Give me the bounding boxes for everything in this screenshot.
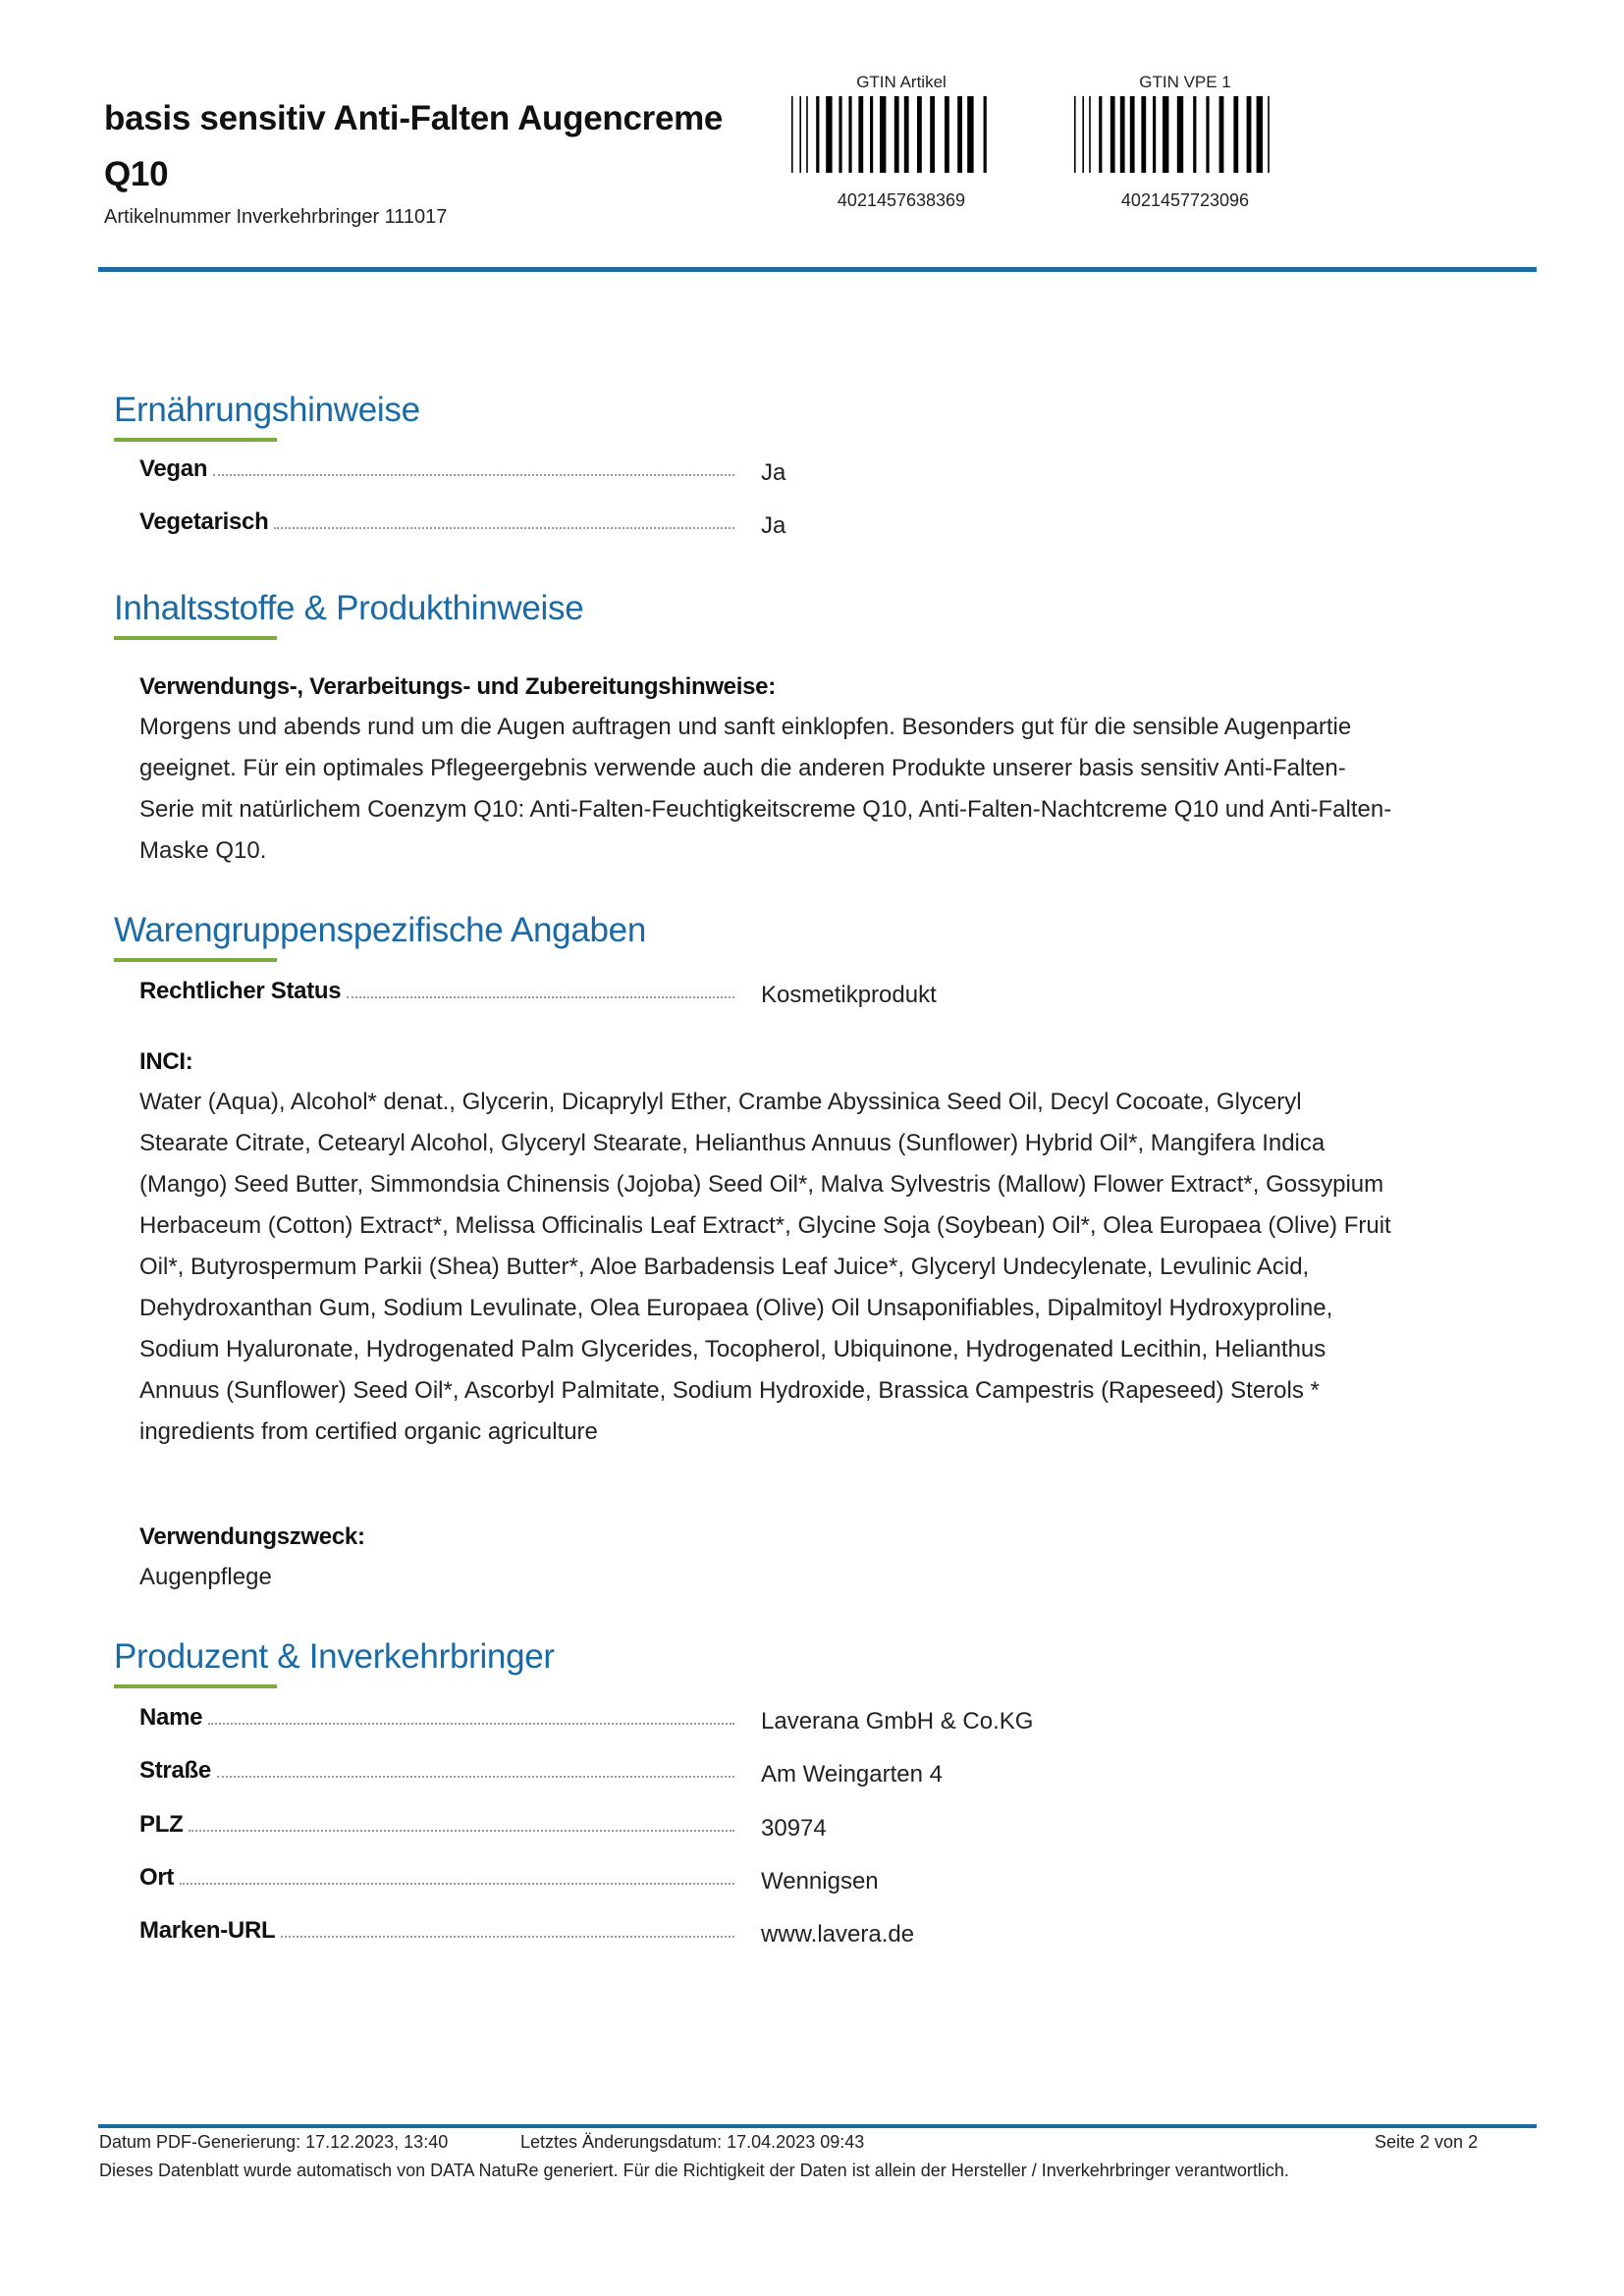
barcode-bar bbox=[1177, 96, 1183, 173]
field-value: Wennigsen bbox=[761, 1868, 879, 1895]
barcode-bar bbox=[1219, 96, 1224, 173]
field-label: Rechtlicher Status bbox=[139, 978, 342, 1004]
section-underline bbox=[114, 1684, 277, 1688]
footer-divider bbox=[98, 2124, 1537, 2128]
dot-leader bbox=[213, 474, 734, 476]
barcode-bar bbox=[1110, 96, 1115, 173]
barcode-bar bbox=[870, 96, 873, 173]
barcode-bar bbox=[894, 96, 899, 173]
barcode-bar bbox=[930, 96, 935, 173]
section-title-category: Warengruppenspezifische Angaben bbox=[114, 911, 647, 949]
barcode-bar bbox=[1074, 96, 1076, 173]
dot-leader bbox=[189, 1830, 734, 1832]
barcode-bar bbox=[1247, 96, 1252, 173]
barcode-bar bbox=[1257, 96, 1263, 173]
field-label: Marken-URL bbox=[139, 1917, 276, 1944]
inci-heading: INCI: bbox=[139, 1048, 193, 1075]
field-row-brand-url bbox=[139, 1917, 1219, 1956]
barcode-bar bbox=[1120, 96, 1125, 173]
footer-modified-date: Letztes Änderungsdatum: 17.04.2023 09:43 bbox=[520, 2132, 865, 2152]
barcode-number-article: 4021457638369 bbox=[837, 190, 966, 210]
field-value: Laverana GmbH & Co.KG bbox=[761, 1708, 1034, 1735]
barcode-bar bbox=[1233, 96, 1238, 173]
article-number: Artikelnummer Inverkehrbringer 111017 bbox=[104, 206, 448, 228]
field-value: Ja bbox=[761, 512, 786, 539]
barcode-bar bbox=[1099, 96, 1102, 173]
barcode-bar bbox=[799, 96, 801, 173]
barcode-bar bbox=[1268, 96, 1270, 173]
barcode-bar bbox=[945, 96, 949, 173]
dot-leader bbox=[274, 527, 734, 529]
field-label: Name bbox=[139, 1704, 203, 1731]
barcode-bar bbox=[984, 96, 987, 173]
barcode-bar bbox=[848, 96, 851, 173]
usage-text: Morgens und abends rund um die Augen auftragen und sanft einklopfen. Besonders gut für die sensible Augenpartie geeignet. Für ein optimales Pflegeergebnis verwende auch die anderen Produkte unserer basis sensitiv Anti-Falten-Serie mit natürlichem Coenzym Q10: Anti-Falten-Feuchtigkeitscreme Q10, Anti-Falten-Nachtcreme Q10 und Anti-Falten-Maske Q10. bbox=[139, 714, 1392, 864]
barcode-bar bbox=[1089, 96, 1091, 173]
dot-leader bbox=[180, 1883, 734, 1885]
barcode-bar bbox=[1082, 96, 1084, 173]
product-title: basis sensitiv Anti-Falten Augencreme Q10 bbox=[104, 99, 724, 193]
barcode-bar bbox=[839, 96, 841, 173]
barcode-bar bbox=[904, 96, 909, 173]
field-row-vegetarian bbox=[139, 508, 1219, 548]
purpose-text: Augenpflege bbox=[139, 1564, 272, 1590]
barcode-bar bbox=[806, 96, 808, 173]
field-value: 30974 bbox=[761, 1815, 827, 1842]
barcode-label-article: GTIN Artikel bbox=[856, 73, 947, 91]
footer-disclaimer: Dieses Datenblatt wurde automatisch von DATA NatuRe generiert. Für die Richtigkeit der Daten ist allein der Hersteller / Inverkehrbringer verantwortlich. bbox=[99, 2161, 1289, 2180]
field-row-legal-status bbox=[139, 978, 1219, 1017]
barcode-bar bbox=[917, 96, 922, 173]
section-underline bbox=[114, 438, 277, 442]
barcode-bar bbox=[1193, 96, 1196, 173]
field-label: PLZ bbox=[139, 1811, 184, 1838]
footer-page-number: Seite 2 von 2 bbox=[1375, 2132, 1479, 2152]
barcode-bar bbox=[816, 96, 819, 173]
section-title-ingredients: Inhaltsstoffe & Produkthinweise bbox=[114, 589, 584, 627]
dot-leader bbox=[347, 996, 734, 998]
footer-generated-date: Datum PDF-Generierung: 17.12.2023, 13:40 bbox=[99, 2132, 449, 2152]
barcode-bar bbox=[1163, 96, 1168, 173]
field-row-city bbox=[139, 1864, 1219, 1903]
field-value: Kosmetikprodukt bbox=[761, 982, 937, 1008]
barcode-bar bbox=[1141, 96, 1146, 173]
section-underline bbox=[114, 958, 277, 962]
barcode-bar bbox=[858, 96, 863, 173]
field-label: Vegan bbox=[139, 455, 208, 482]
barcode-bar bbox=[957, 96, 962, 173]
purpose-heading: Verwendungszweck: bbox=[139, 1523, 365, 1550]
field-label: Ort bbox=[139, 1864, 175, 1891]
header-divider bbox=[98, 267, 1537, 272]
inci-text: Water (Aqua), Alcohol* denat., Glycerin, Dicaprylyl Ether, Crambe Abyssinica Seed Oil, Decyl Cocoate, Glyceryl Stearate Citrate, Cetearyl Alcohol, Glyceryl Stearate, Helianthus Annuus (Sunflower) Hybrid Oil*, Mangifera Indica (Mango) Seed Butter, Simmondsia Chinensis (Jojoba) Seed Oil*, Malva Sylvestris (Mallow) Flower Extract*, Gossypium Herbaceum (Cotton) Extract*, Melissa Officinalis Leaf Extract*, Glycine Soja (Soybean) Oil*, Olea Europaea (Olive) Fruit Oil*, Butyrospermum Parkii (Shea) Butter*, Aloe Barbadensis Leaf Juice*, Glyceryl Undecylenate, Levulinic Acid, Dehydroxanthan Gum, Sodium Levulinate, Olea Europaea (Olive) Oil Unsaponifiables, Dipalmitoyl Hydroxyproline, Sodium Hyaluronate, Hydrogenated Palm Glycerides, Tocopherol, Ubiquinone, Hydrogenated Lecithin, Helianthus Annuus (Sunflower) Seed Oil*, Ascorbyl Palmitate, Sodium Hydroxide, Brassica Campestris (Rapeseed) Sterols * ingredients from certified organic agriculture bbox=[139, 1089, 1391, 1445]
barcode-bar bbox=[967, 96, 973, 173]
dot-leader bbox=[281, 1936, 734, 1938]
barcode-bar bbox=[826, 96, 832, 173]
brand-url-link[interactable]: www.lavera.de bbox=[761, 1921, 915, 1948]
section-title-nutrition: Ernährungshinweise bbox=[114, 391, 420, 429]
field-label: Vegetarisch bbox=[139, 508, 269, 535]
barcode-article-image bbox=[789, 96, 1013, 173]
dot-leader bbox=[217, 1776, 734, 1778]
field-row-street bbox=[139, 1757, 1219, 1796]
usage-heading: Verwendungs-, Verarbeitungs- und Zubereitungshinweise: bbox=[139, 673, 776, 700]
field-row-name bbox=[139, 1704, 1219, 1743]
field-value: Ja bbox=[761, 459, 786, 486]
barcode-bar bbox=[1206, 96, 1209, 173]
field-value: Am Weingarten 4 bbox=[761, 1761, 943, 1788]
field-row-vegan bbox=[139, 455, 1219, 495]
barcode-bar bbox=[1153, 96, 1156, 173]
barcode-bar bbox=[791, 96, 793, 173]
barcode-bar bbox=[1130, 96, 1135, 173]
barcode-number-vpe: 4021457723096 bbox=[1120, 190, 1250, 210]
section-title-producer: Produzent & Inverkehrbringer bbox=[114, 1637, 555, 1676]
dot-leader bbox=[208, 1723, 734, 1725]
barcode-vpe-image bbox=[1072, 96, 1296, 173]
field-row-postcode bbox=[139, 1811, 1219, 1850]
barcode-label-vpe: GTIN VPE 1 bbox=[1139, 73, 1231, 91]
barcode-bar bbox=[880, 96, 886, 173]
field-label: Straße bbox=[139, 1757, 211, 1784]
section-underline bbox=[114, 636, 277, 640]
